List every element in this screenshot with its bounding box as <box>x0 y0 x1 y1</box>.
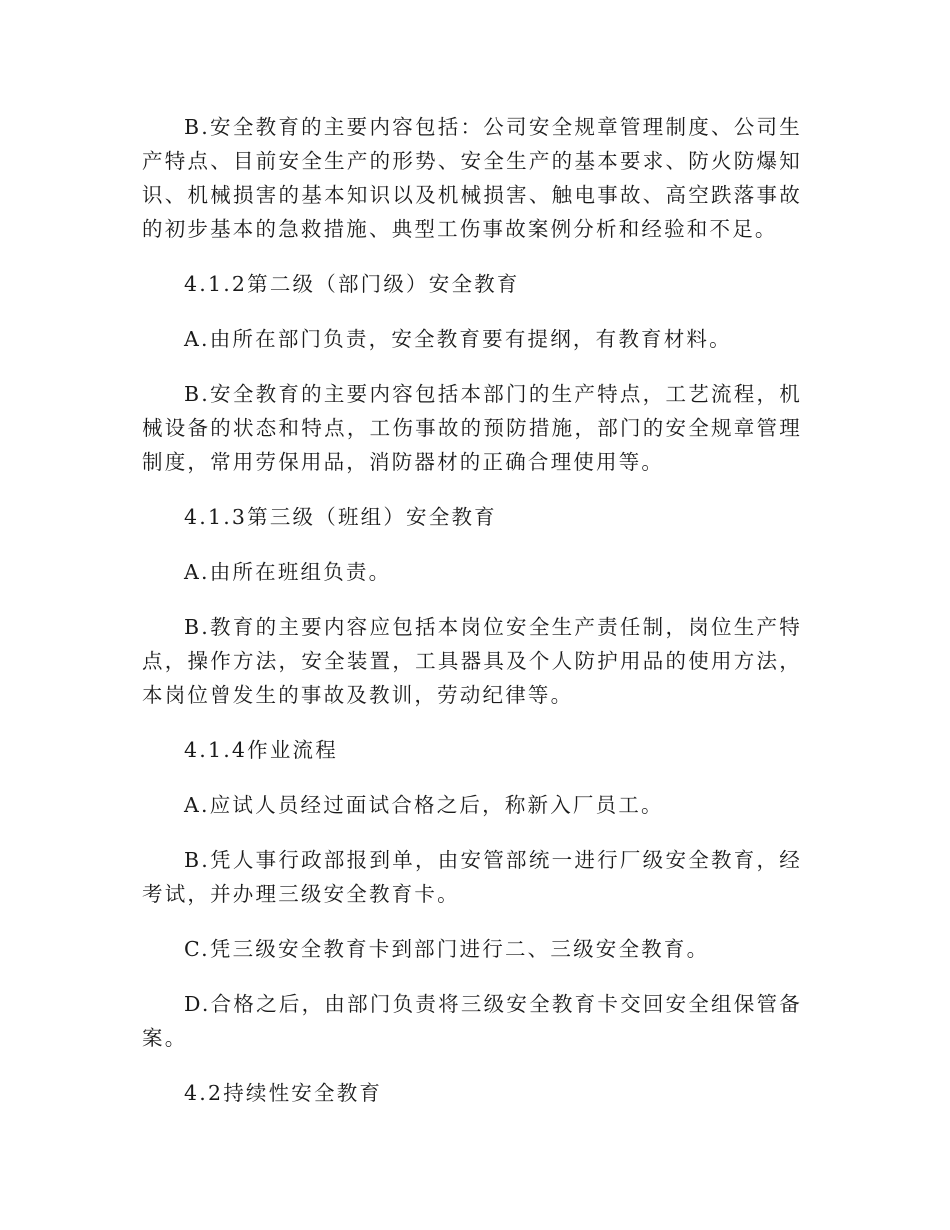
heading-4-1-3: 4.1.3第三级（班组）安全教育 <box>184 505 497 529</box>
heading-4-1-2: 4.1.2第二级（部门级）安全教育 <box>184 272 520 296</box>
paragraph-level1-content: B.安全教育的主要内容包括：公司安全规章管理制度、公司生产特点、目前安全生产的形势、安全生产的基本要求、防火防爆知识、机械损害的基本知识以及机械损害、触电事故、高空跌落事故的初步基本的急救措施、典型工伤事故案例分析和经验和不足。 <box>142 115 802 241</box>
paragraph-level3-a: A.由所在班组负责。 <box>184 560 392 584</box>
paragraph-flow-b: B.凭人事行政部报到单，由安管部统一进行厂级安全教育，经考试，并办理三级安全教育卡。 <box>142 848 802 906</box>
paragraph-level3-b: B.教育的主要内容应包括本岗位安全生产责任制，岗位生产特点，操作方法，安全装置，工具器具及个人防护用品的使用方法，本岗位曾发生的事故及教训，劳动纪律等。 <box>142 615 802 707</box>
heading-4-1-4: 4.1.4作业流程 <box>184 738 338 762</box>
paragraph-flow-d: D.合格之后，由部门负责将三级安全教育卡交回安全组保管备案。 <box>142 992 802 1050</box>
heading-4-2: 4.2持续性安全教育 <box>184 1081 383 1105</box>
paragraph-level2-a: A.由所在部门负责，安全教育要有提纲，有教育材料。 <box>184 327 732 351</box>
document-body <box>142 110 802 1131</box>
paragraph-level2-b: B.安全教育的主要内容包括本部门的生产特点，工艺流程，机械设备的状态和特点，工伤事故的预防措施，部门的安全规章管理制度，常用劳保用品，消防器材的正确合理使用等。 <box>142 382 802 474</box>
paragraph-flow-a: A.应试人员经过面试合格之后，称新入厂员工。 <box>184 793 664 817</box>
paragraph-flow-c: C.凭三级安全教育卡到部门进行二、三级安全教育。 <box>184 937 710 961</box>
